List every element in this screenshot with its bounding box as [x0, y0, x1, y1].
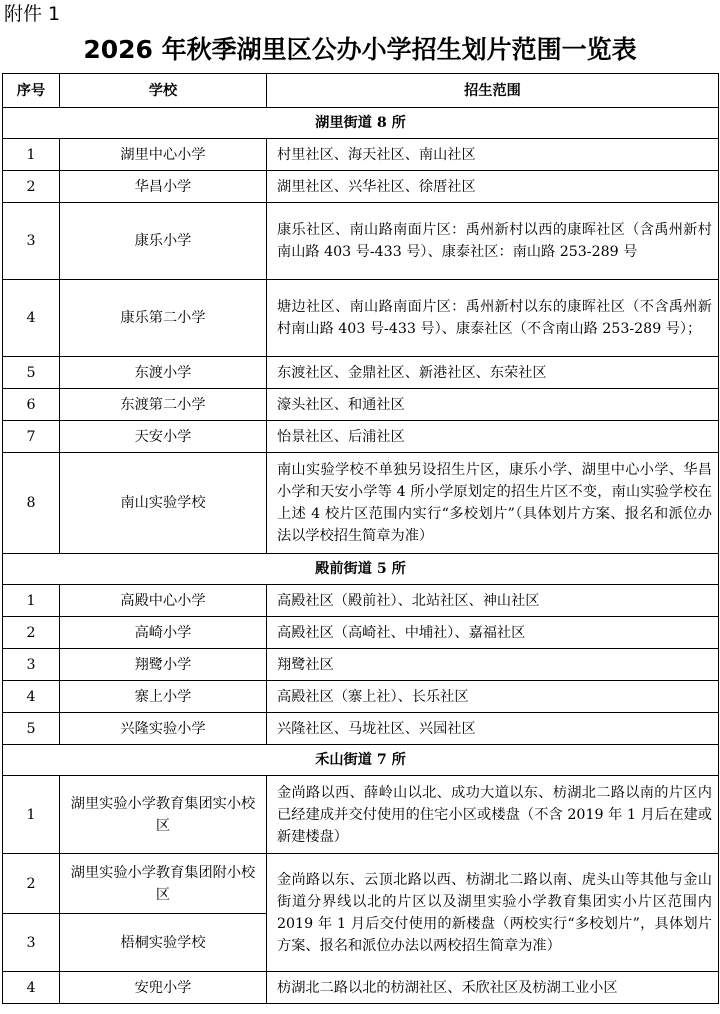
header-no: 序号	[3, 74, 60, 108]
header-range: 招生范围	[267, 74, 719, 108]
row-range: 东渡社区、金鼎社区、新港社区、东荣社区	[267, 357, 719, 389]
table-row	[3, 713, 719, 745]
row-no: 4	[3, 972, 60, 1004]
row-school: 湖里实验小学教育集团实小校区	[60, 776, 267, 854]
row-school: 寨上小学	[60, 681, 267, 713]
row-no: 5	[3, 713, 60, 745]
row-school: 翔鹭小学	[60, 649, 267, 681]
table-row	[3, 681, 719, 713]
table-row	[3, 171, 719, 203]
row-no: 1	[3, 585, 60, 617]
row-no: 1	[3, 776, 60, 854]
row-school: 兴隆实验小学	[60, 713, 267, 745]
row-no: 1	[3, 139, 60, 171]
row-school: 天安小学	[60, 421, 267, 453]
table-row	[3, 585, 719, 617]
attachment-label: 附件 1	[4, 3, 61, 25]
row-range: 高殿社区（寨上社）、长乐社区	[267, 681, 719, 713]
table-row	[3, 649, 719, 681]
section-title: 湖里街道 8 所	[3, 108, 719, 139]
row-range-shared: 金尚路以东、云顶北路以西、枋湖北二路以南、虎头山等其他与金山街道分界线以北的片区以及湖里实验小学教育集团实小片区范围内 2019 年 1 月后交付使用的新楼盘（两校实行“多校划片”，具体划片方案、报名和派位办法以两校招生简章为准）	[267, 854, 719, 972]
section-row	[3, 108, 719, 139]
row-school: 高崎小学	[60, 617, 267, 649]
table-row	[3, 357, 719, 389]
enrollment-zone-table	[2, 73, 719, 1004]
row-school: 南山实验学校	[60, 453, 267, 554]
table-row	[3, 453, 719, 554]
section-row	[3, 554, 719, 585]
document-title: 2026 年秋季湖里区公办小学招生划片范围一览表	[83, 35, 637, 64]
row-school: 康乐第二小学	[60, 280, 267, 357]
table-row	[3, 203, 719, 280]
row-no: 3	[3, 649, 60, 681]
table-row	[3, 139, 719, 171]
row-school: 湖里实验小学教育集团附小校区	[60, 854, 267, 914]
row-range: 高殿社区（高崎社、中埔社）、嘉福社区	[267, 617, 719, 649]
row-no: 3	[3, 914, 60, 972]
row-range: 湖里社区、兴华社区、徐厝社区	[267, 171, 719, 203]
row-school: 高殿中心小学	[60, 585, 267, 617]
row-school: 华昌小学	[60, 171, 267, 203]
row-no: 3	[3, 203, 60, 280]
table-header-row	[3, 74, 719, 108]
row-range: 枋湖北二路以北的枋湖社区、禾欣社区及枋湖工业小区	[267, 972, 719, 1004]
section-title: 殿前街道 5 所	[3, 554, 719, 585]
table-row	[3, 854, 719, 914]
table-row	[3, 972, 719, 1004]
row-range: 翔鹭社区	[267, 649, 719, 681]
section-title: 禾山街道 7 所	[3, 745, 719, 776]
table-row	[3, 389, 719, 421]
row-no: 6	[3, 389, 60, 421]
table-row	[3, 776, 719, 854]
table-row	[3, 421, 719, 453]
row-no: 7	[3, 421, 60, 453]
row-range: 南山实验学校不单独另设招生片区，康乐小学、湖里中心小学、华昌小学和天安小学等 4 所小学原划定的招生片区不变，南山实验学校在上述 4 校片区范围内实行“多校划片”（具体划片方案、报名和派位办法以学校招生简章为准）	[267, 453, 719, 554]
row-school: 东渡小学	[60, 357, 267, 389]
row-range: 塘边社区、南山路南面片区：禹州新村以东的康晖社区（不含禹州新村南山路 403 号-433 号）、康泰社区（不含南山路 253-289 号）；	[267, 280, 719, 357]
table-row	[3, 280, 719, 357]
header-school: 学校	[60, 74, 267, 108]
row-no: 4	[3, 280, 60, 357]
row-no: 5	[3, 357, 60, 389]
row-no: 2	[3, 171, 60, 203]
row-range: 康乐社区、南山路南面片区：禹州新村以西的康晖社区（含禹州新村南山路 403 号-433 号）、康泰社区：南山路 253-289 号	[267, 203, 719, 280]
row-school: 湖里中心小学	[60, 139, 267, 171]
row-range: 濠头社区、和通社区	[267, 389, 719, 421]
row-school: 康乐小学	[60, 203, 267, 280]
row-no: 8	[3, 453, 60, 554]
row-range: 村里社区、海天社区、南山社区	[267, 139, 719, 171]
row-range: 金尚路以西、薛岭山以北、成功大道以东、枋湖北二路以南的片区内已经建成并交付使用的住宅小区或楼盘（不含 2019 年 1 月后在建或新建楼盘）	[267, 776, 719, 854]
row-range: 兴隆社区、马垅社区、兴园社区	[267, 713, 719, 745]
row-range: 怡景社区、后浦社区	[267, 421, 719, 453]
row-school: 梧桐实验学校	[60, 914, 267, 972]
row-school: 东渡第二小学	[60, 389, 267, 421]
table-row	[3, 617, 719, 649]
row-no: 4	[3, 681, 60, 713]
row-range: 高殿社区（殿前社）、北站社区、神山社区	[267, 585, 719, 617]
row-no: 2	[3, 617, 60, 649]
row-school: 安兜小学	[60, 972, 267, 1004]
section-row	[3, 745, 719, 776]
row-no: 2	[3, 854, 60, 914]
